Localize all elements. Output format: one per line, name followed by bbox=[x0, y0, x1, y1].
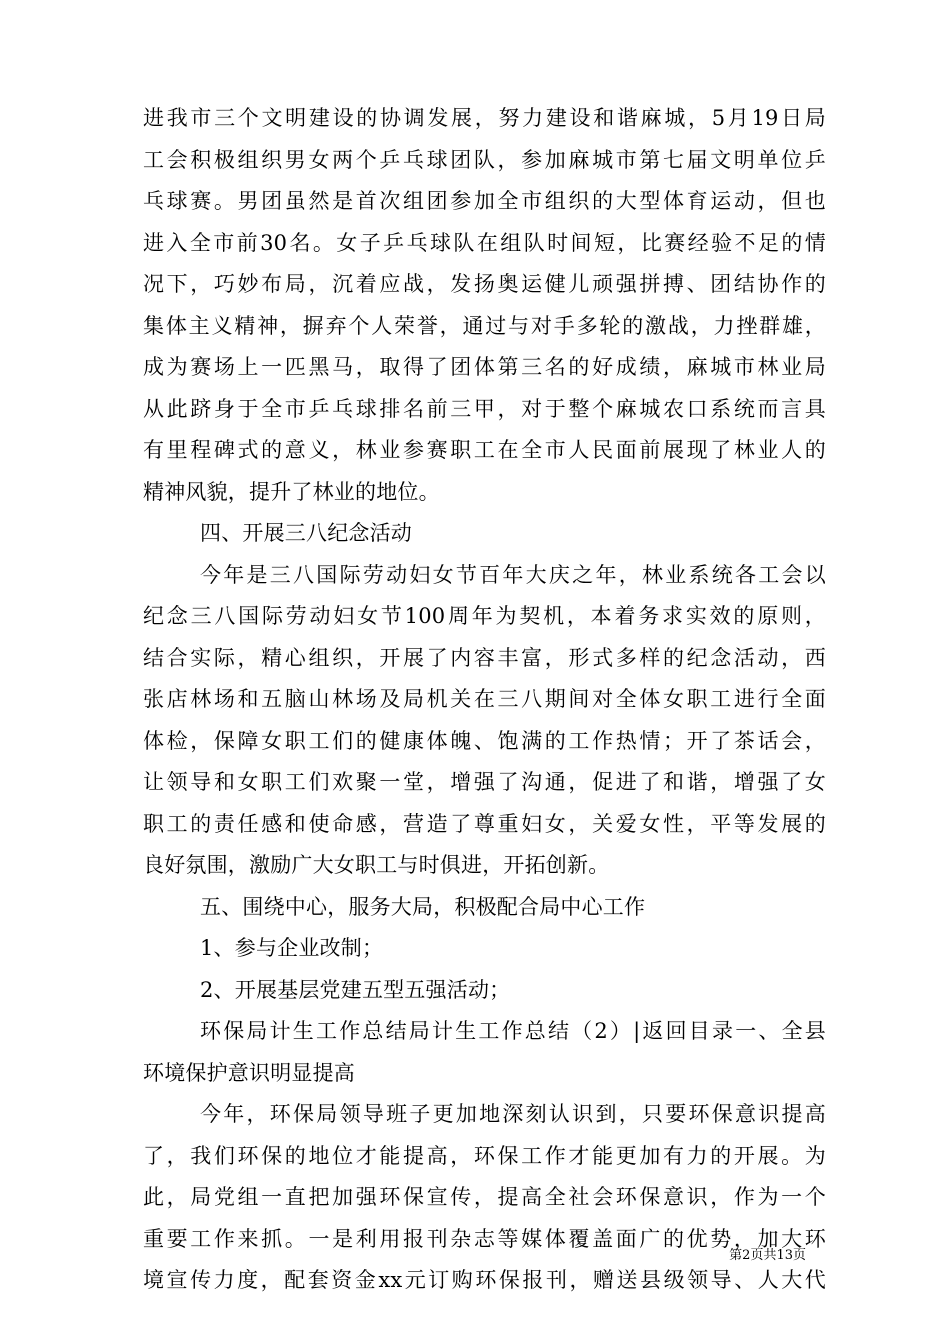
text-line: 境宣传力度，配套资金xx元订购环保报刊，赠送县级领导、人大代 bbox=[143, 1268, 826, 1292]
text-line: 让领导和女职工们欢聚一堂，增强了沟通，促进了和谐，增强了女 bbox=[143, 770, 826, 794]
text-line: 结合实际，精心组织，开展了内容丰富，形式多样的纪念活动，西 bbox=[143, 645, 826, 670]
text-line: 纪念三八国际劳动妇女节100周年为契机，本着务求实效的原则， bbox=[143, 604, 826, 628]
text-line: 况下，巧妙布局，沉着应战，发扬奥运健儿顽强拼搏、团结协作的 bbox=[143, 272, 826, 296]
text-line: 进入全市前30名。女子乒乓球队在组队时间短，比赛经验不足的情 bbox=[143, 230, 826, 255]
text-line: 集体主义精神，摒弃个人荣誉，通过与对手多轮的激战，力挫群雄， bbox=[143, 313, 826, 338]
text-line: 了，我们环保的地位才能提高，环保工作才能更加有力的开展。为 bbox=[143, 1143, 826, 1168]
text-line: 四、开展三八纪念活动 bbox=[200, 521, 412, 545]
text-line: 此，局党组一直把加强环保宣传，提高全社会环保意识，作为一个 bbox=[143, 1185, 826, 1209]
text-line: 张店林场和五脑山林场及局机关在三八期间对全体女职工进行全面 bbox=[143, 687, 826, 711]
page-number-footer: 第2页共13页 bbox=[729, 1248, 806, 1263]
text-line: 1、参与企业改制； bbox=[200, 936, 384, 960]
text-line: 成为赛场上一匹黑马，取得了团体第三名的好成绩，麻城市林业局 bbox=[143, 355, 826, 379]
document-body bbox=[143, 98, 826, 1302]
text-line: 乓球赛。男团虽然是首次组团参加全市组织的大型体育运动，但也 bbox=[143, 189, 826, 213]
text-line: 环保局计生工作总结局计生工作总结（2）|返回目录一、全县 bbox=[200, 1019, 826, 1043]
text-line: 工会积极组织男女两个乒乓球团队，参加麻城市第七届文明单位乒 bbox=[143, 147, 826, 172]
text-line: 2、开展基层党建五型五强活动； bbox=[200, 977, 511, 1002]
text-line: 职工的责任感和使命感，营造了尊重妇女，关爱女性，平等发展的 bbox=[143, 811, 826, 836]
text-line: 从此跻身于全市乒乓球排名前三甲，对于整个麻城农口系统而言具 bbox=[143, 396, 826, 421]
text-line: 体检，保障女职工们的健康体魄、饱满的工作热情；开了茶话会， bbox=[143, 728, 826, 753]
text-line: 精神风貌，提升了林业的地位。 bbox=[143, 479, 440, 504]
text-line: 今年，环保局领导班子更加地深刻认识到，只要环保意识提高 bbox=[200, 1102, 826, 1126]
text-line: 重要工作来抓。一是利用报刊杂志等媒体覆盖面广的优势，加大环 bbox=[143, 1226, 826, 1251]
text-line: 有里程碑式的意义，林业参赛职工在全市人民面前展现了林业人的 bbox=[143, 438, 826, 462]
text-line: 环境保护意识明显提高 bbox=[143, 1060, 355, 1085]
text-line: 进我市三个文明建设的协调发展，努力建设和谐麻城，5月19日局 bbox=[143, 106, 826, 130]
text-line: 五、围绕中心，服务大局，积极配合局中心工作 bbox=[200, 894, 646, 919]
text-line: 良好氛围，激励广大女职工与时俱进，开拓创新。 bbox=[143, 853, 610, 877]
text-line: 今年是三八国际劳动妇女节百年大庆之年，林业系统各工会以 bbox=[200, 562, 826, 587]
